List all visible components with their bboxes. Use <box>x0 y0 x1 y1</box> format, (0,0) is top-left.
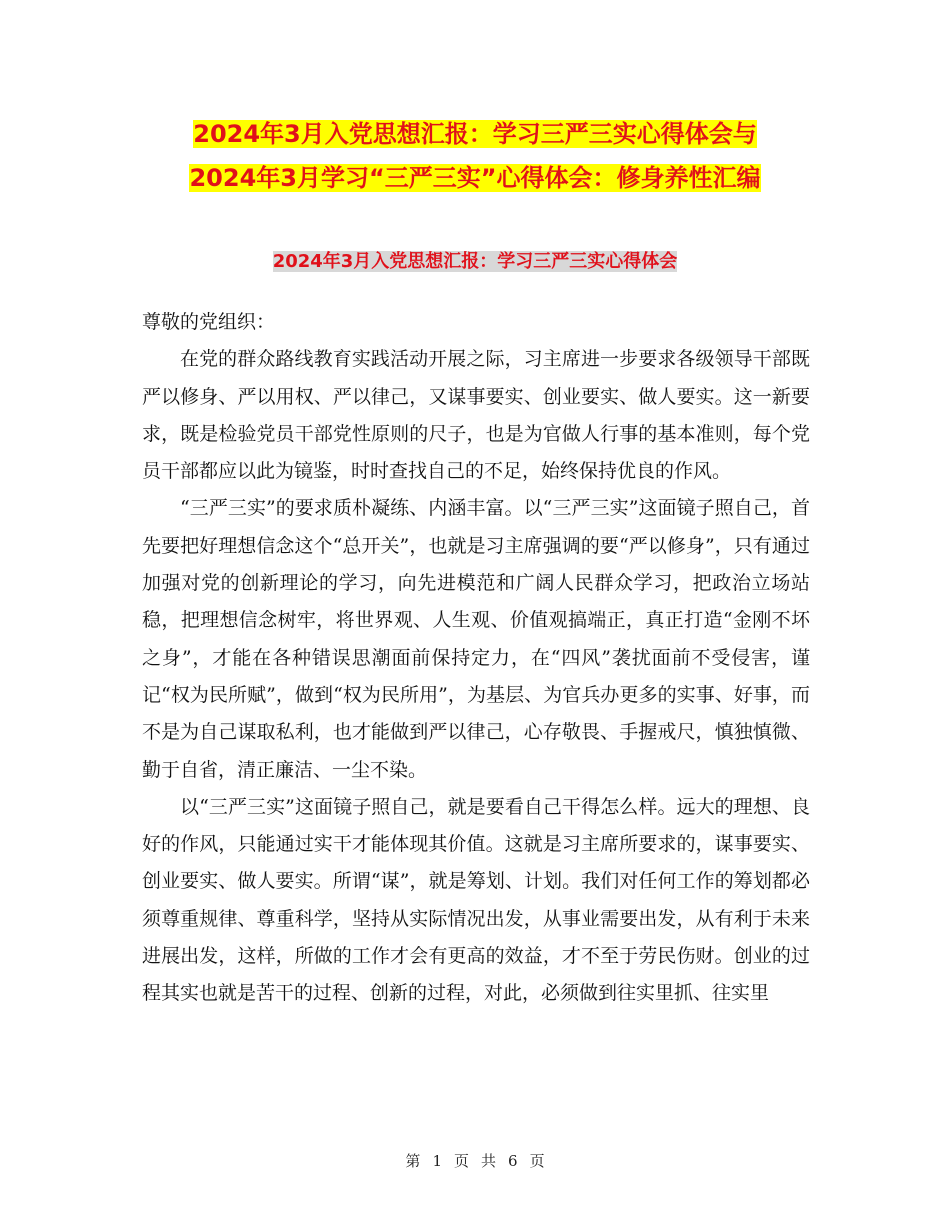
paragraph-1: 在党的群众路线教育实践活动开展之际，习主席进一步要求各级领导干部既严以修身、严以用权、严以律己，又谋事要实、创业要实、做人要实。这一新要求，既是检验党员干部党性原则的尺子，也是为官做人行事的基本准则，每个党员干部都应以此为镜鉴，时时查找自己的不足，始终保持优良的作风。 <box>142 348 810 483</box>
page-number: 1 <box>432 1152 442 1170</box>
footer-suffix: 页 <box>529 1152 545 1170</box>
title-line-2: 2024年3月学习“三严三实”心得体会：修身养性汇编 <box>189 164 761 192</box>
body-text <box>142 304 810 1013</box>
section-subtitle: 2024年3月入党思想汇报：学习三严三实心得体会 <box>272 251 678 272</box>
document-title <box>0 112 950 200</box>
footer-total-label: 共 <box>481 1152 497 1170</box>
paragraph-3: 以“三严三实”这面镜子照自己，就是要看自己干得怎么样。远大的理想、良好的作风，只能通过实干才能体现其价值。这就是习主席所要求的，谋事要实、创业要实、做人要实。所谓“谋”，就是筹划、计划。我们对任何工作的筹划都必须尊重规律、尊重科学，坚持从实际情况出发，从事业需要出发，从有利于未来进展出发，这样，所做的工作才会有更高的效益，才不至于劳民伤财。创业的过程其实也就是苦干的过程、创新的过程，对此，必须做到往实里抓、往实里 <box>142 795 810 1005</box>
page-footer <box>0 1150 950 1171</box>
title-line-1: 2024年3月入党思想汇报：学习三严三实心得体会与 <box>193 120 757 148</box>
salutation: 尊敬的党组织： <box>142 311 276 333</box>
footer-middle: 页 <box>453 1152 469 1170</box>
paragraph-2: “三严三实”的要求质朴凝练、内涵丰富。以“三严三实”这面镜子照自己，首先要把好理想信念这个“总开关”，也就是习主席强调的要“严以修身”，只有通过加强对党的创新理论的学习，向先进模范和广阔人民群众学习，把政治立场站稳，把理想信念树牢，将世界观、人生观、价值观搞端正，真正打造“金刚不坏之身”，才能在各种错误思潮面前保持定力，在“四风”袭扰面前不受侵害，谨记“权为民所赋”，做到“权为民所用”，为基层、为官兵办更多的实事、好事，而不是为自己谋取私利，也才能做到严以律己，心存敬畏、手握戒尺，慎独慎微、勤于自省，清正廉洁、一尘不染。 <box>142 497 810 781</box>
total-pages: 6 <box>508 1152 518 1170</box>
footer-prefix: 第 <box>405 1152 421 1170</box>
